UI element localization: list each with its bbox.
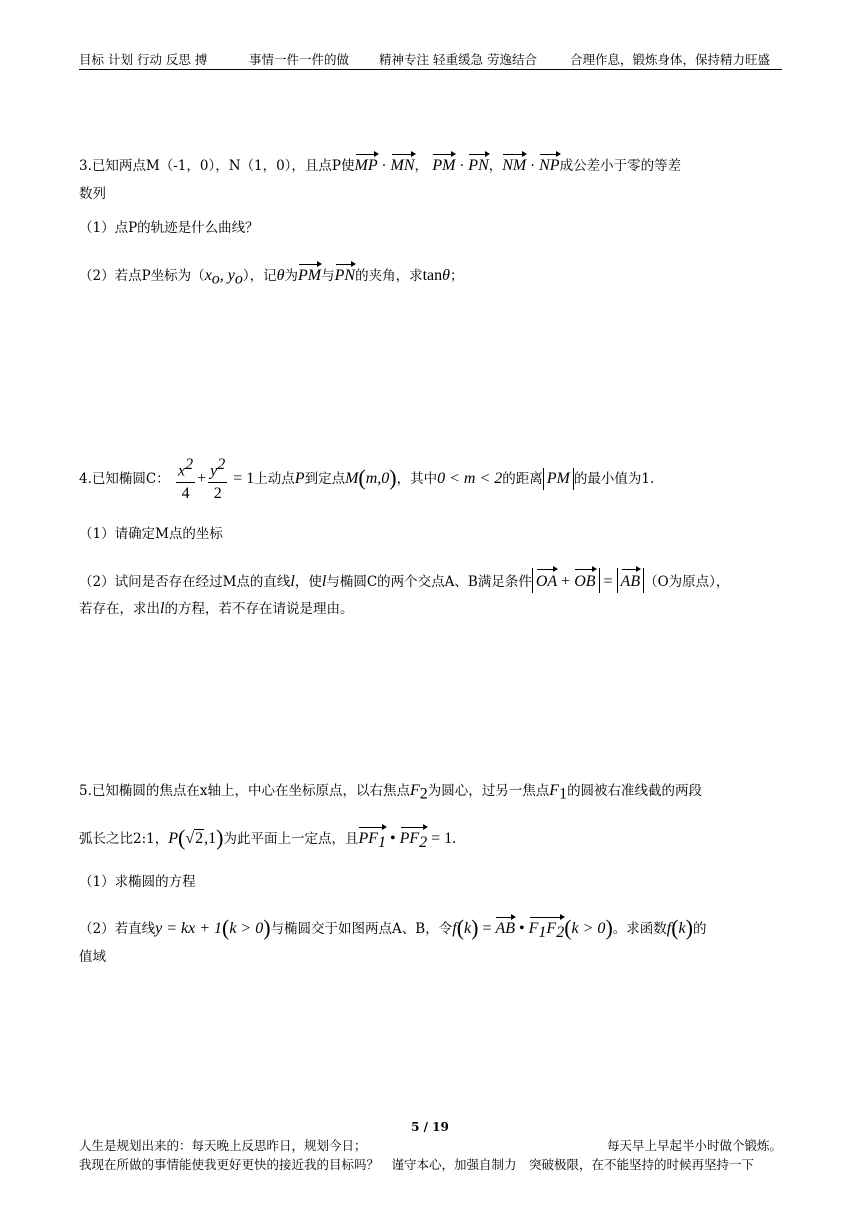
page-number: 5 / 19 — [411, 1120, 449, 1134]
problem-5-question-1: （1）求椭圆的方程 — [79, 874, 196, 890]
footer-line-1-right: 每天早上早起半小时做个锻炼。 — [606, 1138, 782, 1153]
problem-4-stem: 4.已知椭圆C： $\frac{x^2}{4}$ + $\frac{y^2}{2}$ = 1上动点P到定点M(m,0)，其中0 < m < 2的距离 PM 的最小值为1. — [79, 454, 654, 505]
problem-5-stem: 5.已知椭圆的焦点在x轴上，中心在坐标原点，以右焦点$F_2$为圆心，过另一焦点$F_1$的圆被右准线截的两段 — [79, 782, 703, 803]
header-motto-3: 精神专注 轻重缓急 劳逸结合 — [379, 52, 537, 67]
problem-4-question-1: （1）请确定M点的坐标 — [79, 526, 223, 542]
footer-line-1-left: 人生是规划出来的：每天晚上反思昨日，规划今日； — [79, 1138, 367, 1153]
footer-line-2: 我现在所做的事情能使我更好更快的接近我的目标吗？ 谨守本心，加强自制力 突破极限，在不能坚持的时候再坚持一下 — [79, 1157, 755, 1172]
problem-5-stem-cont: 弧长之比2:1，P(√2,1)为此平面上一定点，且$PF_1$ • $PF_2 = 1$. — [79, 825, 457, 852]
problem-5-question-2: （2）若直线y = kx + 1(k > 0)与椭圆交于如图两点A、B，令f(k) = AB • $F_1F_2(k > 0)$。求函数f(k)的 — [79, 915, 707, 942]
header-motto-1: 目标 计划 行动 反思 搏 — [79, 52, 208, 67]
problem-4-question-2-cont: 若存在，求出l的方程，若不存在请说是理由。 — [79, 600, 354, 617]
problem-5-question-2-cont: 值域 — [79, 949, 106, 965]
fraction-x2-over-4: $\frac{x^2}{4}$ — [178, 456, 194, 503]
problem-3-question-1: （1）点P的轨迹是什么曲线？ — [79, 220, 259, 236]
page-header — [79, 50, 782, 70]
problem-3-stem: 3.已知两点M（-1，0），N（1，0），且点P使MP · MN， PM · PN，NM · NP成公差小于零的等差 — [79, 153, 681, 176]
header-motto-2: 事情一件一件的做 — [249, 52, 350, 67]
problem-3-stem-cont: 数列 — [79, 186, 106, 202]
header-motto-4: 合理作息，锻炼身体，保持精力旺盛 — [570, 52, 771, 67]
header-divider — [79, 69, 782, 70]
problem-3-question-2: （2）若点P坐标为（$x_o$, $y_o$），记θ为PM与PN的夹角，求tanθ； — [79, 263, 463, 290]
problem-4-question-2: （2）试问是否存在经过M点的直线l，使l与椭圆C的两个交点A、B满足条件 OA + OB = AB （O为原点）， — [79, 568, 729, 593]
fraction-y2-over-2: $\frac{y^2}{2}$ — [210, 456, 226, 503]
